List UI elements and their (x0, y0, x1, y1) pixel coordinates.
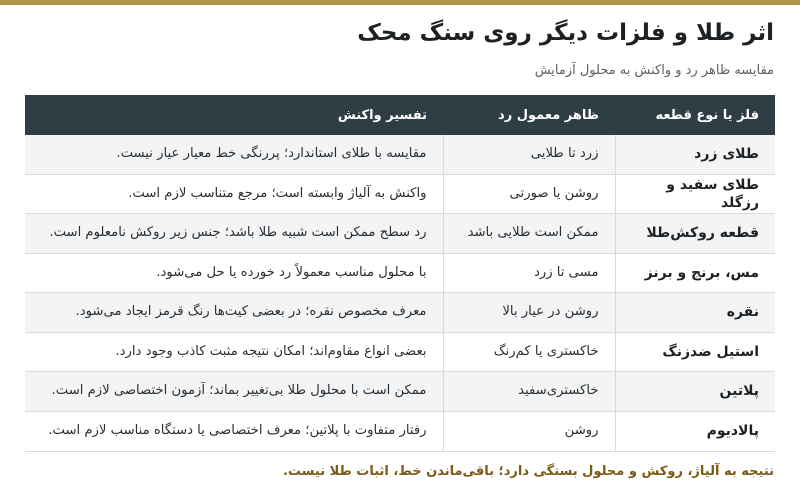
table-row (25, 135, 775, 174)
reaction-cell: بعضی انواع مقاوم‌اند؛ امکان نتیجه مثبت کاذب وجود دارد. (25, 332, 443, 371)
accent-top-bar (0, 0, 800, 5)
table-row (25, 332, 775, 371)
column-header-appearance: ظاهر معمول رد (443, 95, 615, 135)
footnote: نتیجه به آلیاژ، روکش و محلول بستگی دارد؛ باقی‌ماندن خط، اثبات طلا نیست. (282, 464, 774, 479)
appearance-cell: خاکستری یا کم‌رنگ (443, 332, 615, 371)
page-title: اثر طلا و فلزات دیگر روی سنگ محک (357, 20, 774, 46)
table-row (25, 371, 775, 411)
appearance-cell: مسی تا زرد (443, 253, 615, 292)
metal-cell: استیل ضدزنگ (615, 332, 775, 371)
reaction-cell: رفتار متفاوت با پلاتین؛ معرف اختصاصی یا دستگاه مناسب لازم است. (25, 411, 443, 451)
metal-cell: طلای زرد (615, 135, 775, 174)
appearance-cell: ممکن است طلایی باشد (443, 213, 615, 253)
table-header-row (25, 95, 775, 135)
appearance-cell: زرد تا طلایی (443, 135, 615, 174)
reaction-cell: واکنش به آلیاژ وابسته است؛ مرجع متناسب لازم است. (25, 174, 443, 213)
table-row (25, 411, 775, 451)
metal-cell: طلای سفید و رزگلد (615, 174, 775, 213)
table-row (25, 174, 775, 213)
column-header-metal: فلز یا نوع قطعه (615, 95, 775, 135)
appearance-cell: خاکستری‌سفید (443, 371, 615, 411)
metal-cell: مس، برنج و برنز (615, 253, 775, 292)
reaction-cell: رد سطح ممکن است شبیه طلا باشد؛ جنس زیر روکش نامعلوم است. (25, 213, 443, 253)
appearance-cell: روشن (443, 411, 615, 451)
metal-cell: پالادیوم (615, 411, 775, 451)
page-subtitle: مقایسه ظاهر رد و واکنش به محلول آزمایش (534, 63, 774, 78)
reaction-cell: با محلول مناسب معمولاً رد خورده یا حل می‌شود. (25, 253, 443, 292)
reaction-cell: ممکن است با محلول طلا بی‌تغییر بماند؛ آزمون اختصاصی لازم است. (25, 371, 443, 411)
table-row (25, 292, 775, 332)
reaction-cell: مقایسه با طلای استاندارد؛ پررنگی خط معیار عیار نیست. (25, 135, 443, 174)
table-row (25, 253, 775, 292)
column-header-reaction: تفسیر واکنش (25, 95, 443, 135)
reaction-cell: معرف مخصوص نقره؛ در بعضی کیت‌ها رنگ قرمز ایجاد می‌شود. (25, 292, 443, 332)
comparison-table (25, 95, 775, 452)
table-row (25, 213, 775, 253)
metal-cell: قطعه روکش‌طلا (615, 213, 775, 253)
appearance-cell: روشن در عیار بالا (443, 292, 615, 332)
appearance-cell: روشن یا صورتی (443, 174, 615, 213)
metal-cell: نقره (615, 292, 775, 332)
metal-cell: پلاتین (615, 371, 775, 411)
